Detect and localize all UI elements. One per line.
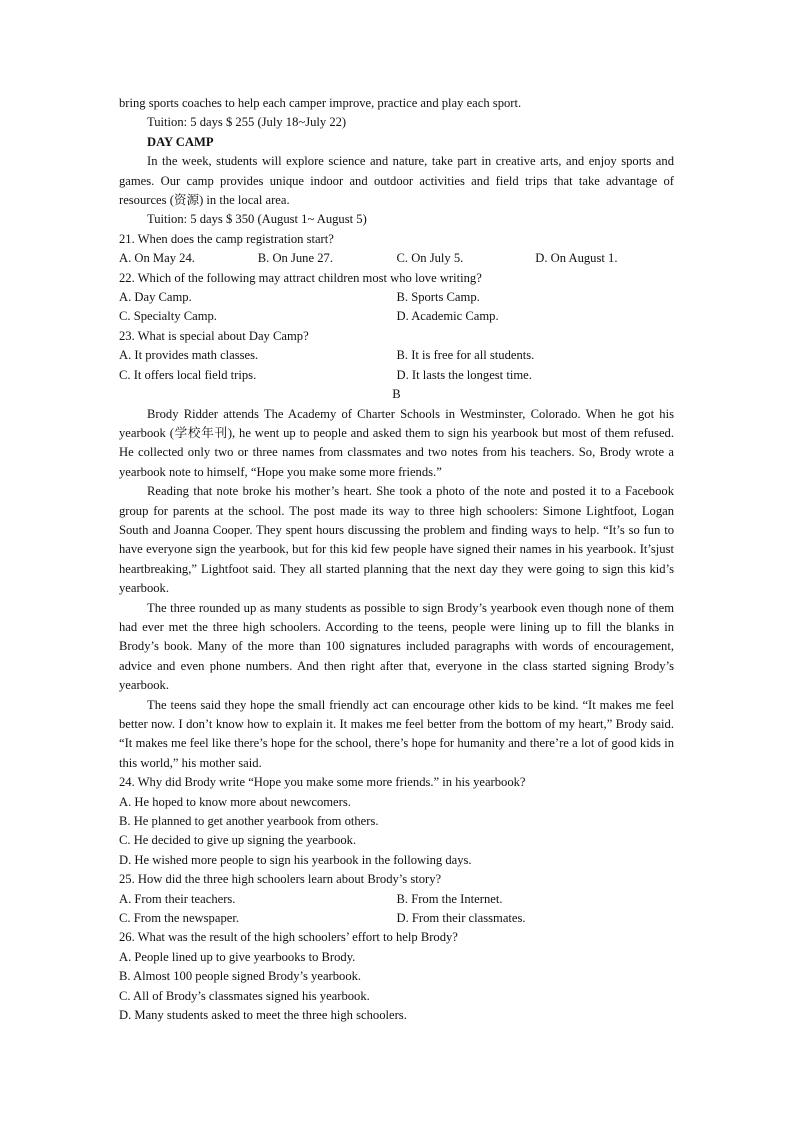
- question-line: A. He hoped to know more about newcomers.: [119, 794, 351, 809]
- answer-option: D. It lasts the longest time.: [396, 367, 532, 382]
- answer-options: [119, 249, 674, 268]
- answer-options: [119, 346, 674, 365]
- question-line: 22. Which of the following may attract children most who love writing?: [119, 270, 482, 285]
- answer-option: C. From the newspaper.: [119, 911, 239, 926]
- answer-option: D. Academic Camp.: [396, 309, 499, 324]
- answer-option: D. On August 1.: [535, 251, 618, 266]
- paragraph: Tuition: 5 days $ 255 (July 18~July 22): [147, 115, 347, 130]
- question-line: 21. When does the camp registration start?: [119, 231, 334, 246]
- answer-option: A. On May 24.: [119, 251, 195, 266]
- question-line: D. He wished more people to sign his yearbook in the following days.: [119, 852, 472, 867]
- answer-option: C. Specialty Camp.: [119, 309, 217, 324]
- paragraph: Reading that note broke his mother’s heart. She took a photo of the note and posted it to a Facebook group for parents at the school. The post made its way to three high schoolers: Simone Lightfoot, Logan South and Joanna Cooper. They spent hours discussing the problem and finding ways to help. “It’s so fun to have everyone sign the yearbook, but for this kid few people have signed their names in his yearbook. It’sjust heartbreaking,” Lightfoot said. They all started planning that the next day they were going to sign this kid’s yearbook.: [119, 484, 674, 596]
- question-line: 23. What is special about Day Camp?: [119, 328, 309, 343]
- answer-options: [119, 909, 674, 928]
- answer-option: A. Day Camp.: [119, 290, 192, 305]
- paragraph: In the week, students will explore science and nature, take part in creative arts, and enjoy sports and games. Our camp provides unique indoor and outdoor activities and field trips that take advantage of resources (资源) in the local area.: [119, 154, 674, 208]
- paragraph: Brody Ridder attends The Academy of Charter Schools in Westminster, Colorado. When he got his yearbook (学校年刊), he went up to people and asked them to sign his yearbook but most of them refused. He collected only two or three names from classmates and two notes from his teachers. So, Brody wrote a yearbook note to himself, “Hope you make some more friends.”: [119, 406, 674, 479]
- question-line: 24. Why did Brody write “Hope you make some more friends.” in his yearbook?: [119, 775, 526, 790]
- question-line: B. He planned to get another yearbook from others.: [119, 814, 379, 829]
- answer-options: [119, 307, 674, 326]
- answer-options: [119, 366, 674, 385]
- question-line: D. Many students asked to meet the three high schoolers.: [119, 1008, 407, 1023]
- paragraph: Tuition: 5 days $ 350 (August 1~ August 5): [147, 212, 367, 227]
- passage-label: B: [392, 387, 401, 402]
- answer-option: B. From the Internet.: [396, 891, 503, 906]
- paragraph: bring sports coaches to help each camper improve, practice and play each sport.: [119, 96, 522, 110]
- paragraph: The teens said they hope the small friendly act can encourage other kids to be kind. “It makes me feel better now. I don’t know how to explain it. It makes me feel better from the bottom of my heart,” Brody said. “It makes me feel like there’s hope for the school, there’s hope for humanity and there’re a lot of good kids in this world,” his mother said.: [119, 697, 674, 770]
- question-line: 25. How did the three high schoolers learn about Brody’s story?: [119, 872, 442, 887]
- answer-option: D. From their classmates.: [396, 911, 526, 926]
- answer-option: C. It offers local field trips.: [119, 367, 257, 382]
- answer-option: C. On July 5.: [396, 251, 464, 266]
- question-line: 26. What was the result of the high schoolers’ effort to help Brody?: [119, 930, 458, 945]
- question-line: C. All of Brody’s classmates signed his yearbook.: [119, 988, 370, 1003]
- document-body: [119, 94, 674, 1026]
- answer-options: [119, 288, 674, 307]
- question-line: A. People lined up to give yearbooks to Brody.: [119, 949, 356, 964]
- question-line: B. Almost 100 people signed Brody’s yearbook.: [119, 969, 362, 984]
- answer-options: [119, 890, 674, 909]
- question-line: C. He decided to give up signing the yearbook.: [119, 833, 357, 848]
- answer-option: B. Sports Camp.: [396, 290, 480, 305]
- answer-option: A. From their teachers.: [119, 891, 236, 906]
- paragraph: The three rounded up as many students as possible to sign Brody’s yearbook even though none of them had ever met the three high schoolers. According to the teens, people were lining up to fill the blanks in Brody’s book. Many of the more than 100 signatures included paragraphs with words of encouragement, advice and even phone numbers. And then right after that, everyone in the class started signing Brody’s yearbook.: [119, 600, 674, 693]
- section-heading: DAY CAMP: [147, 134, 214, 149]
- answer-option: B. It is free for all students.: [396, 348, 535, 363]
- answer-option: A. It provides math classes.: [119, 348, 259, 363]
- answer-option: B. On June 27.: [257, 251, 333, 266]
